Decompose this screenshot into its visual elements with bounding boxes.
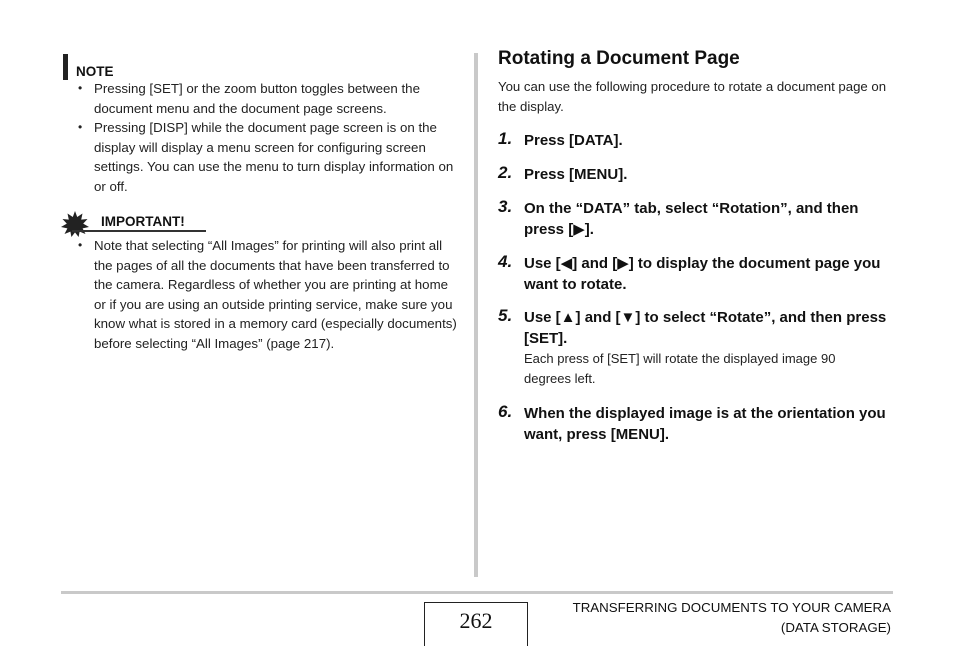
step-text: Press [MENU].	[524, 166, 628, 183]
note-list	[78, 79, 460, 196]
section-intro: You can use the following procedure to rotate a document page on the display.	[498, 79, 887, 114]
note-item: • Pressing [DISP] while the document page screen is on the display will display a menu screen for configuring screen settings. You can use the menu to turn display information on or off.	[78, 118, 460, 196]
steps-list	[498, 0, 898, 646]
step-number: 6.	[498, 402, 513, 421]
note-title: NOTE	[76, 64, 114, 79]
section-title: Rotating a Document Page	[498, 48, 740, 69]
chapter-title	[534, 598, 891, 638]
page-number: 262	[459, 608, 493, 633]
important-burst-icon	[61, 211, 89, 237]
step-text: On the “DATA” tab, select “Rotation”, and then press [▶].	[524, 200, 859, 238]
step-note: Each press of [SET] will rotate the displayed image 90 degrees left.	[524, 351, 836, 386]
note-marker-bar	[63, 54, 68, 80]
important-underline	[72, 230, 206, 232]
step-number: 2.	[498, 163, 513, 182]
chapter-title-line: TRANSFERRING DOCUMENTS TO YOUR CAMERA	[572, 600, 891, 615]
step-text: When the displayed image is at the orientation you want, press [MENU].	[524, 405, 886, 443]
chapter-title-line: (DATA STORAGE)	[780, 620, 891, 635]
step-text: Use [▲] and [▼] to select “Rotate”, and then press [SET].	[524, 309, 887, 347]
step-text: Use [◀] and [▶] to display the document page you want to rotate.	[524, 255, 881, 293]
step-text: Press [DATA].	[524, 132, 623, 149]
step-number: 4.	[498, 252, 513, 271]
footer-rule	[61, 591, 893, 594]
important-item: • Note that selecting “All Images” for printing will also print all the pages of all the documents that have been transferred to the camera. Regardless of whether you are printing at home or if you are using an outside printing service, make sure you know what is stored in a memory card (especially documents) before selecting “All Images” (page 217).	[78, 236, 460, 353]
important-title: IMPORTANT!	[101, 214, 185, 229]
important-list	[78, 236, 460, 353]
note-item: • Pressing [SET] or the zoom button toggles between the document menu and the document page screens.	[78, 79, 460, 118]
column-divider	[474, 53, 478, 577]
step-number: 5.	[498, 306, 513, 325]
step-number: 3.	[498, 197, 513, 216]
step-number: 1.	[498, 129, 513, 148]
